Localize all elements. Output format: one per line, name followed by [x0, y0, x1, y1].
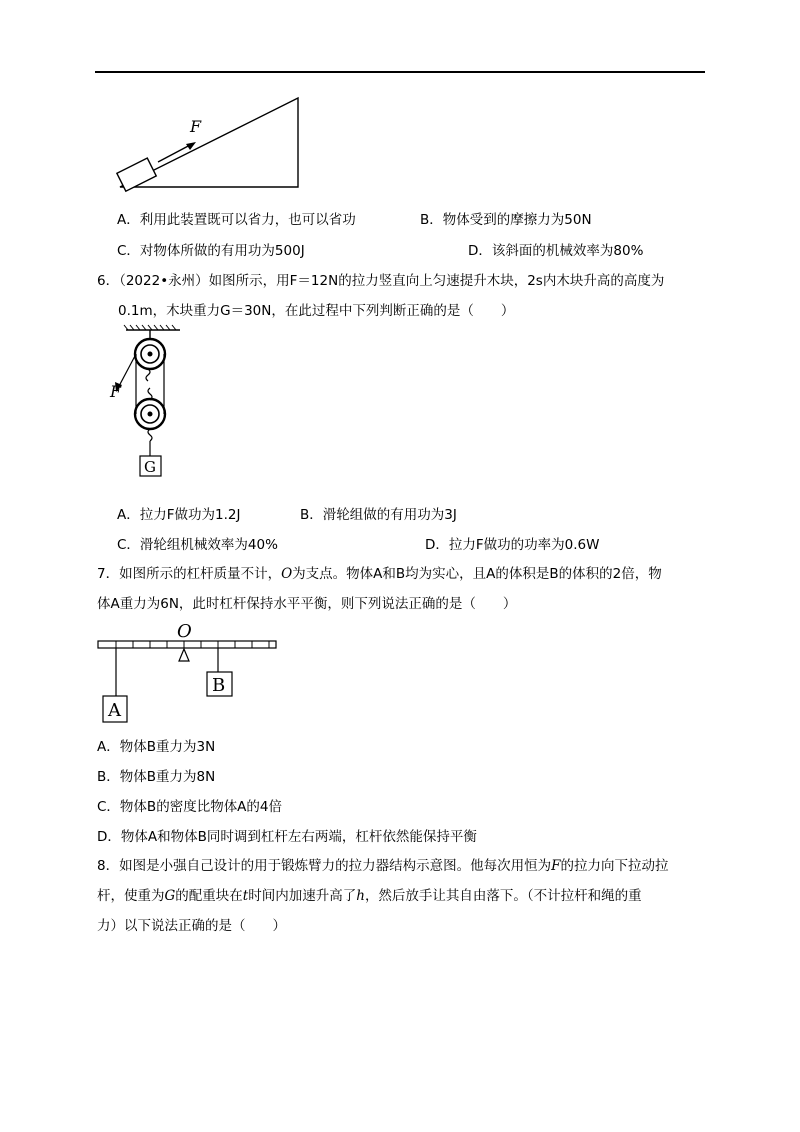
pivot-label: O	[177, 621, 192, 642]
q6-option-d: D．拉力F做功的功率为0.6W	[425, 537, 600, 553]
header-rule	[95, 71, 705, 73]
q7-option-a: A．物体B重力为3N	[97, 739, 216, 755]
incline-figure	[110, 92, 310, 192]
incline-force-label: F	[190, 117, 202, 136]
q5-option-d: D．该斜面的机械效率为80%	[468, 243, 644, 259]
pulley-force-label: F	[110, 382, 122, 401]
pulley-block-label: G	[144, 458, 156, 476]
pulley-figure	[100, 322, 200, 492]
q7-option-b: B．物体B重力为8N	[97, 769, 216, 785]
q7-option-c: C．物体B的密度比物体A的4倍	[97, 799, 283, 815]
q7-option-d: D．物体A和物体B同时调到杠杆左右两端，杠杆依然能保持平衡	[97, 829, 477, 845]
q6-option-c: C．滑轮组机械效率为40%	[117, 537, 278, 553]
q8-stem-line2: 杆，使重为G的配重块在t时间内加速升高了h，然后放手让其自由落下。（不计拉杆和绳的重	[97, 888, 642, 904]
q5-option-a: A．利用此装置既可以省力，也可以省功	[117, 212, 356, 228]
force-arrow-head	[186, 142, 196, 150]
q5-option-b: B．物体受到的摩擦力为50N	[420, 212, 592, 228]
lever-bar	[98, 641, 276, 648]
q7-stem-line2: 体A重力为6N，此时杠杆保持水平平衡，则下列说法正确的是（ ）	[97, 596, 517, 612]
q6-stem-line1: 6．（2022•永州）如图所示，用F＝12N的拉力竖直向上匀速提升木块，2s内木块升高的高度为	[97, 273, 665, 289]
fulcrum	[179, 649, 189, 661]
incline-block	[117, 158, 156, 191]
q6-option-b: B．滑轮组做的有用功为3J	[300, 507, 457, 523]
q7-stem-line1: 7．如图所示的杠杆质量不计，O为支点。物体A和B均为实心，且A的体积是B的体积的2倍，物	[97, 566, 662, 582]
q8-stem-line3: 力）以下说法正确的是（ ）	[97, 918, 286, 934]
q8-stem-line1: 8．如图是小强自己设计的用于锻炼臂力的拉力器结构示意图。他每次用恒为F的拉力向下拉动拉	[97, 858, 669, 874]
block-b-label: B	[212, 675, 226, 696]
q6-option-a: A．拉力F做功为1.2J	[117, 507, 241, 523]
q6-stem-line2: 0.1m，木块重力G＝30N，在此过程中下列判断正确的是（ ）	[118, 303, 515, 319]
block-a-label: A	[108, 700, 121, 721]
lever-figure	[95, 620, 305, 730]
q5-option-c: C．对物体所做的有用功为500J	[117, 243, 305, 259]
